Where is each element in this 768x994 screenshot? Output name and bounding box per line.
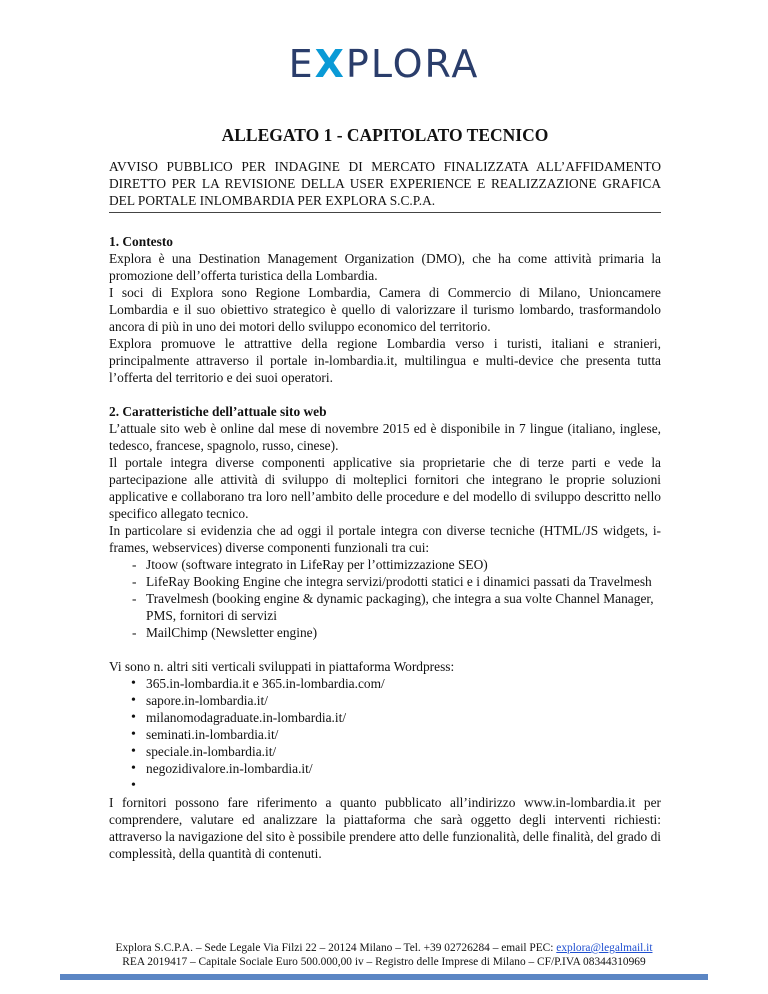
section-title: 1. Contesto — [109, 234, 173, 249]
paragraph: In particolare si evidenzia che ad oggi il portale integra con diverse tecniche (HTML/JS widgets, i-frames, webservices) diverse componenti funzionali tra cui: — [109, 523, 661, 555]
document-subtitle: AVVISO PUBBLICO PER INDAGINE DI MERCATO FINALIZZATA ALL’AFFIDAMENTO DIRETTO PER LA REVISIONE DELLA USER EXPERIENCE E REALIZZAZIONE GRAFICA DEL PORTALE INLOMBARDIA PER EXPLORA S.C.P.A. — [109, 158, 661, 213]
paragraph: L’attuale sito web è online dal mese di novembre 2015 ed è disponibile in 7 lingue (italiano, inglese, tedesco, francese, spagnolo, russo, cinese). — [109, 421, 661, 453]
section-contesto — [109, 233, 661, 386]
paragraph: Explora promuove le attrattive della regione Lombardia verso i turisti, italiani e stranieri, principalmente attraverso il portale in-lombardia.it, multilingua e multi-device che presenta tutta l’offerta del territorio e dei suoi operatori. — [109, 336, 661, 385]
paragraph: Explora è una Destination Management Organization (DMO), che ha come attività primaria la promozione dell’offerta turistica della Lombardia. — [109, 251, 661, 283]
list-item: • milanomodagraduate.in-lombardia.it/ — [109, 709, 661, 726]
explora-logo — [0, 44, 768, 84]
list-item: • negozidivalore.in-lombardia.it/ — [109, 760, 661, 777]
list-item: • sapore.in-lombardia.it/ — [109, 692, 661, 709]
list-item: • speciale.in-lombardia.it/ — [109, 743, 661, 760]
footer-address: Explora S.C.P.A. – Sede Legale Via Filzi 22 – 20124 Milano – Tel. +39 02726284 – email PEC: — [115, 942, 557, 954]
pec-email-link[interactable]: explora@legalmail.it — [556, 942, 653, 954]
list-item: - LifeRay Booking Engine che integra servizi/prodotti statici e i dinamici passati da Travelmesh — [109, 573, 661, 590]
footer-line-1 — [0, 941, 768, 955]
list-item: - Jtoow (software integrato in LifeRay per l’ottimizzazione SEO) — [109, 556, 661, 573]
paragraph: I fornitori possono fare riferimento a quanto pubblicato all’indirizzo www.in-lombardia.it per comprendere, valutare ed analizzare la piattaforma che sarà oggetto degli interventi richiesti: attraverso la navigazione del sito è possibile prendere atto delle funzionalità, delle finalità, del grado di complessità, della quantità di contenuti. — [109, 795, 661, 861]
list-item: - Travelmesh (booking engine & dynamic packaging), che integra a sua volte Channel Manager, PMS, fornitori di servizi — [109, 590, 661, 624]
logo-letter-e: E — [288, 42, 315, 86]
list-item: • 365.in-lombardia.it e 365.in-lombardia.com/ — [109, 675, 661, 692]
section-caratteristiche — [109, 403, 661, 641]
components-list — [109, 556, 661, 641]
list-item: • seminati.in-lombardia.it/ — [109, 726, 661, 743]
list-item — [109, 777, 661, 794]
paragraph: Il portale integra diverse componenti applicative sia proprietarie che di terze parti e vede la partecipazione alle attività di sviluppo di molteplici fornitori che integrano le proprie soluzioni applicative e collaborano tra loro nell’ambito delle procedure e del modello di sviluppo descritto nello specifico allegato tecnico. — [109, 455, 661, 521]
paragraph: Vi sono n. altri siti verticali sviluppati in piattaforma Wordpress: — [109, 659, 455, 674]
document-title: ALLEGATO 1 - CAPITOLATO TECNICO — [221, 125, 549, 145]
footer-line-2: REA 2019417 – Capitale Sociale Euro 500.000,00 iv – Registro delle Imprese di Milano – CF/P.IVA 08344310969 — [122, 956, 646, 968]
list-item: - MailChimp (Newsletter engine) — [109, 624, 661, 641]
logo-letter-x: X — [314, 42, 346, 86]
document-body — [109, 124, 661, 862]
section-title: 2. Caratteristiche dell’attuale sito web — [109, 404, 327, 419]
sites-list — [109, 675, 661, 794]
page-footer — [0, 941, 768, 969]
logo-letters-rest: PLORA — [345, 42, 480, 86]
footer-bar — [60, 974, 708, 980]
paragraph: I soci di Explora sono Regione Lombardia, Camera di Commercio di Milano, Unioncamere Lombardia e il suo obiettivo strategico è quello di valorizzare il turismo lombardo, trasformandolo ancora di più in uno dei motori dello sviluppo economico del territorio. — [109, 285, 661, 334]
